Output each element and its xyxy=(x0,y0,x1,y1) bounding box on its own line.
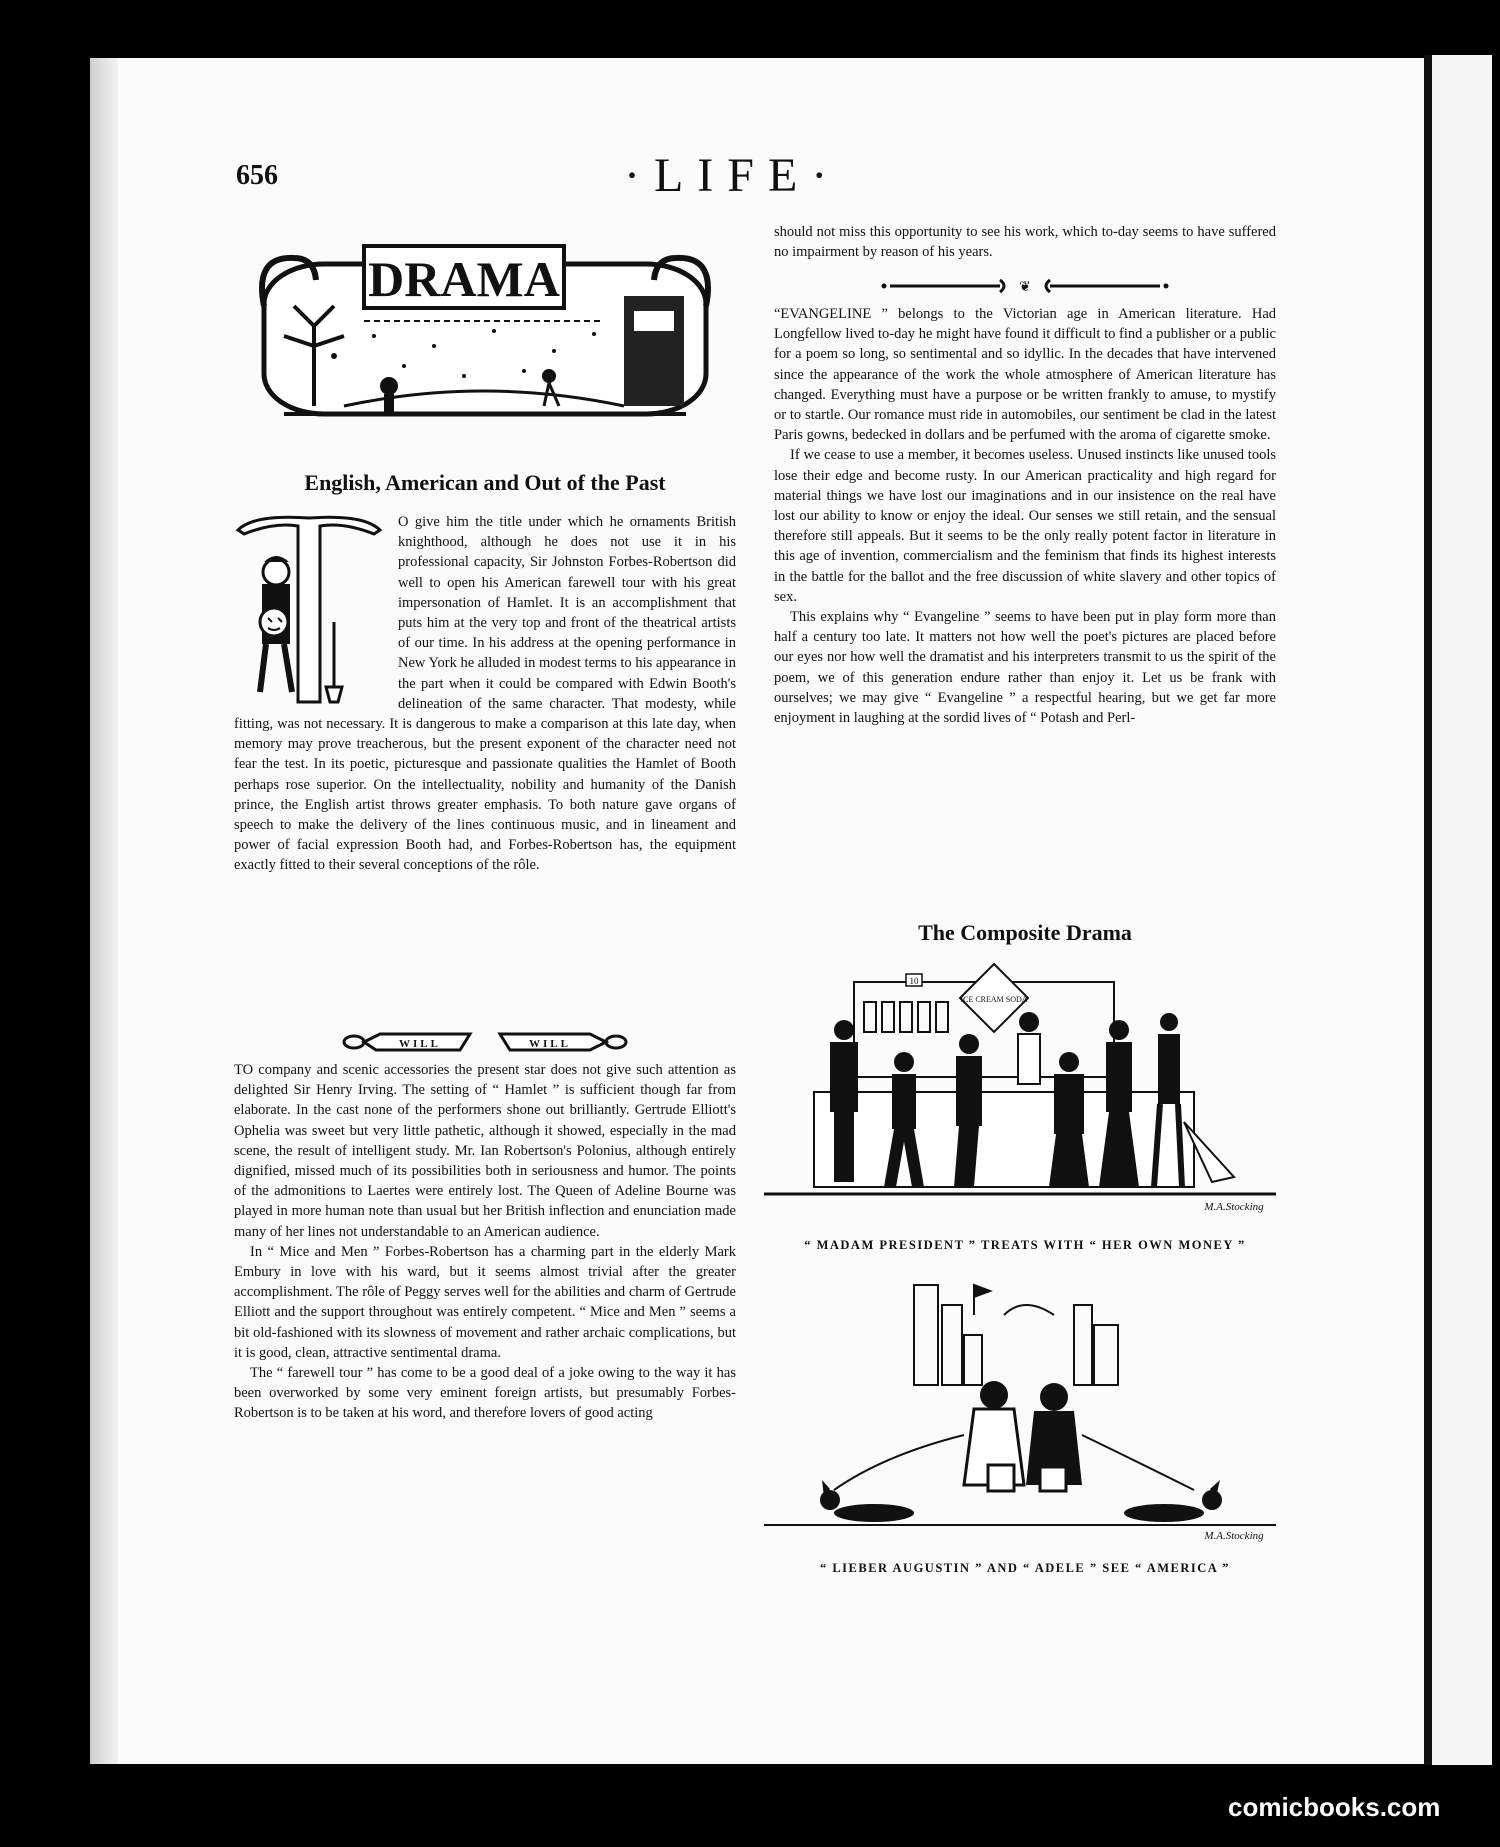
site-watermark: comicbooks.com xyxy=(1228,1792,1441,1822)
paragraph-farewell-tour: The “ farewell tour ” has come to be a good deal of a joke owing to the way it has been overworked by some very eminent foreign artists, but presumably Forbes-Robertson is to be taken at his word, and therefore lovers of good acting xyxy=(234,1365,736,1422)
section-headline-english-american: English, American and Out of the Past xyxy=(304,470,666,495)
paragraph-company-scenic: TO company and scenic accessories the present star does not give such attention as delighted Sir Henry Irving. The setting of “ Hamlet ” is sufficient though far from elaborate. In the cast none of the performers shone out brilliantly. Gertrude Elliott's Ophelia was sweet but very little pathetic, although it showed, especially in the mad scene, the result of intelligent study. Mr. Ian Robertson's Polonius, although entirely dignified, missed much of its possibilities both in seriousness and humor. The points of the admonitions to Laertes were entirely lost. The Queen of Adeline Bourne was played in more human note than usual but her British inflection and enunciation made many of her lines not understandable to an American audience. xyxy=(234,1062,736,1240)
paragraph-unused-instincts: If we cease to use a member, it becomes useless. Unused instincts like unused tools lose their edge and become rusty. In our American practicality and high regard for material things we have lost our imaginations and in our insistence on the real have lost our ability to know or enjoy the ideal. Our senses we still retain, and the sensual therefore still appeals. But it seems to be the only really potent factor in literature in this age of invention, commercialism and the feminism that finds its highest interests in the battle for the ballot and the free discussion of white slavery and other topics of sex. xyxy=(774,447,1276,605)
svg-text:❦: ❦ xyxy=(1019,280,1031,294)
cartoon1-signature: M.A.Stocking xyxy=(1204,1201,1264,1213)
cartoon2-caption: “ LIEBER AUGUSTIN ” AND “ ADELE ” SEE “ AMERICA ” xyxy=(819,1561,1231,1575)
cartoon1-caption: “ MADAM PRESIDENT ” TREATS WITH “ HER OWN MONEY ” xyxy=(804,1238,1246,1252)
drama-banner-illustration xyxy=(254,236,716,436)
page-edge-shadow xyxy=(90,58,118,1764)
paragraph-forbes-robertson-hamlet: O give him the title under which he ornaments British knighthood, although he does not use it in his professional capacity, Sir Johnston Forbes-Robertson did well to open his American farewell tour with his great impersonation of Hamlet. It is an accomplishment that puts him at the very top and front of the theatrical artists of our time. In his address at the opening performance in New York he alluded in modest terms to his appearance in the part when it could be compared with Edwin Booth's delineation of the same character. That modesty, while fitting, was not necessary. It is dangerous to make a comparison at this late day, when memory may prove treacherous, but the present exponent of the character need not fear the test. In its poetic, picturesque and passionate qualities the Hamlet of Booth perhaps rose superior. On the intellectuality, nobility and humanity of the Danish prince, the English artist throws greater emphasis. To both nature gave organs of speech to make the delivery of the lines continuous music, and in lineament and power of facial expression Booth had, and Forbes-Robertson has, the equipment exactly fitted to their several conceptions of the rôle. xyxy=(234,514,736,874)
page-gutter xyxy=(1424,55,1432,1765)
divider-ornament xyxy=(880,278,1170,294)
banner-title: DRAMA xyxy=(368,251,560,307)
right-column-evangeline xyxy=(774,304,1276,728)
section-headline-composite-drama: The Composite Drama xyxy=(918,920,1132,945)
drop-cap-T-illustration xyxy=(234,512,384,712)
page-number: 656 xyxy=(236,160,278,191)
cartoon1-price-tag: 10 xyxy=(909,976,919,986)
paragraph-continuation: should not miss this opportunity to see his work, which to-day seems to have suffered no impairment by reason of his years. xyxy=(774,224,1276,261)
masthead-title: ·LIFE· xyxy=(624,149,842,202)
paragraph-evangeline: “EVANGELINE ” belongs to the Victorian age in American literature. Had Longfellow lived to-day he might have found it difficult to find a publisher or a public for a poem so long, so sentimental and so idyllic. In the decades that have intervened since the appearance of the work the whole atmosphere of American literature has changed. Everything must have a purpose or be written frankly to amuse, to mystify or to startle. Our romance must ride in automobiles, our sentiment be clad in the latest Paris gowns, bedecked in dollars and be perfumed with the aroma of cigarette smoke. xyxy=(774,306,1276,444)
left-column-lower xyxy=(234,1060,736,1424)
left-column-article xyxy=(234,512,736,876)
right-column-upper xyxy=(774,222,1276,262)
cartoon2-signature: M.A.Stocking xyxy=(1204,1530,1264,1542)
next-page-edge xyxy=(1432,55,1492,1765)
paragraph-explains-why: This explains why “ Evangeline ” seems to have been put in play form more than half a century too late. It matters not how well the poet's pictures are placed before our eyes nor how well the dramatist and his interpreters transmit to us the spirit of the poem, we of this generation endure rather than enjoy it. Let us be frank with ourselves; we may give “ Evangeline ” a respectful hearing, but we get far more enjoyment in laughing at the sordid lives of “ Potash and Perl- xyxy=(774,609,1276,727)
cartoon-skyline-dachshunds xyxy=(764,1275,1276,1545)
cartoon1-sign: ICE CREAM SODA xyxy=(960,995,1028,1004)
will-scroll-ornament xyxy=(340,1020,630,1064)
scroll-left-text: WILL xyxy=(399,1038,441,1050)
paragraph-mice-and-men: In “ Mice and Men ” Forbes-Robertson has a charming part in the elderly Mark Embury in love with his ward, but it seems almost trivial after the greater accomplishment. The rôle of Peggy serves well for the abilities and charm of Gertrude Elliott and the support throughout was entirely competent. “ Mice and Men ” seems a bit old-fashioned with its slowness of movement and rather archaic complications, but it is good, clean, attractive sentimental drama. xyxy=(234,1243,736,1361)
scroll-right-text: WILL xyxy=(529,1038,571,1050)
cartoon-soda-fountain xyxy=(764,962,1276,1217)
